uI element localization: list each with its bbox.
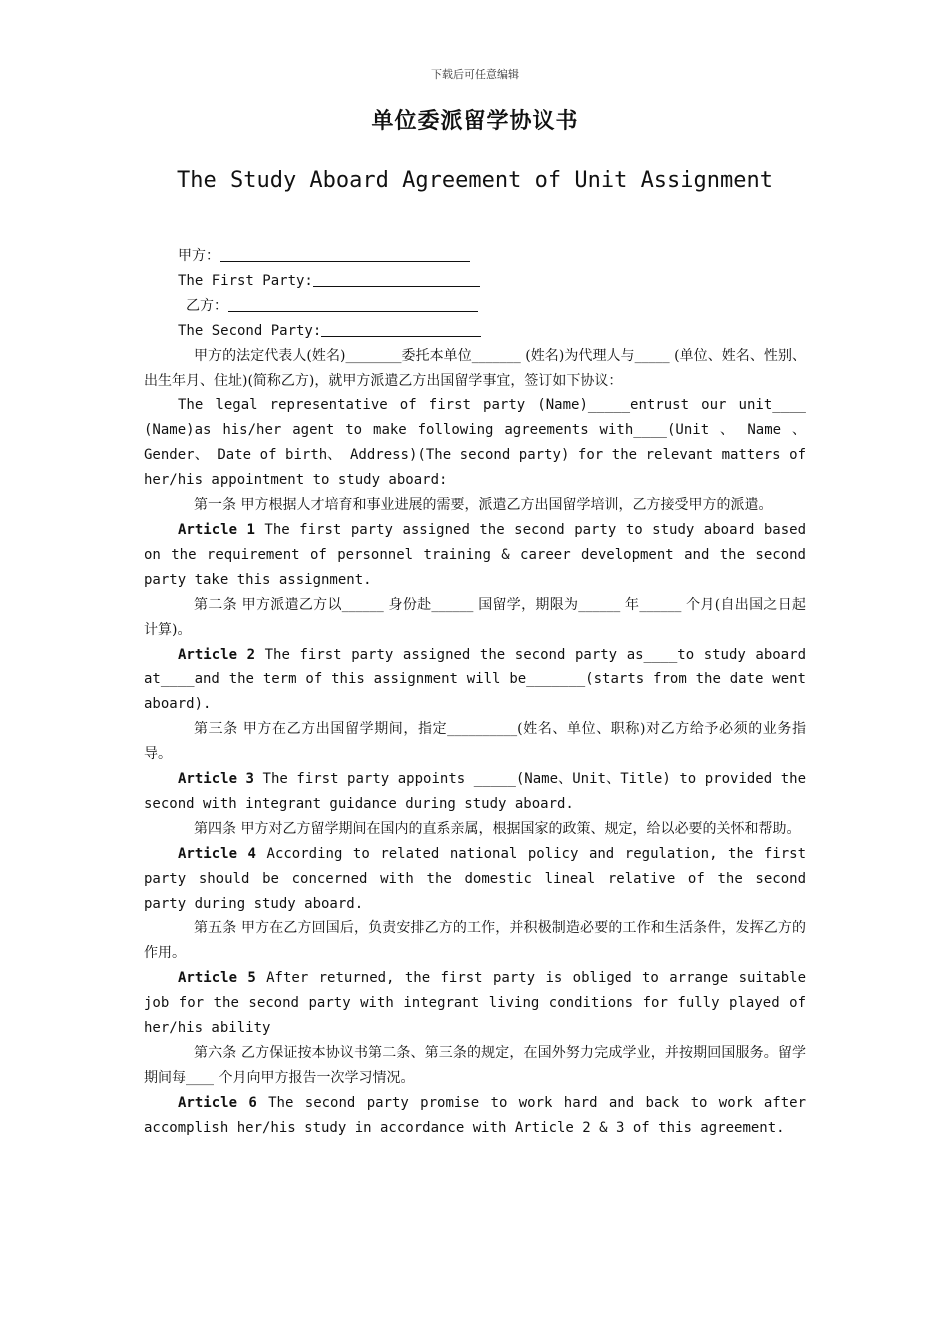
second-party-cn-label: 乙方： bbox=[186, 297, 228, 314]
article-1-cn: 第一条 甲方根据人才培育和事业进展的需要，派遣乙方出国留学培训，乙方接受甲方的派遣。 bbox=[194, 497, 773, 514]
article-6-en bbox=[144, 1091, 806, 1141]
articles bbox=[144, 493, 806, 1141]
article-2-label: Article 2 bbox=[178, 646, 256, 663]
first-party-en-row bbox=[144, 269, 806, 294]
second-party-en-blank bbox=[321, 319, 481, 337]
article-1-label: Article 1 bbox=[178, 521, 255, 538]
intro-en: The legal representative of first party (Name)_____entrust our unit____ (Name)as his/her agent to make following agreements with____(Unit 、 Name 、 Gender、 Date of birth、 Address)(The second party) for the relevant matters of her/his appointment to study aboard: bbox=[144, 397, 806, 489]
article-3-en bbox=[144, 767, 806, 817]
article-3-text: The first party appoints _____(Name、Unit、Title) to provided the second with integrant guidance during study aboard. bbox=[144, 771, 806, 812]
article-3-cn: 第三条 甲方在乙方出国留学期间，指定__________(姓名、单位、职称)对乙方给予必须的业务指导。 bbox=[144, 721, 806, 763]
article-6-text: The second party promise to work hard and back to work after accomplish her/his study in accordance with Article 2 & 3 of this agreement. bbox=[144, 1094, 806, 1136]
first-party-en-blank bbox=[313, 269, 480, 287]
article-5-label: Article 5 bbox=[178, 970, 256, 987]
article-1-en bbox=[144, 518, 806, 593]
second-party-cn-row bbox=[144, 294, 806, 319]
article-5-cn: 第五条 甲方在乙方回国后，负责安排乙方的工作，并积极制造必要的工作和生活条件，发挥乙方的作用。 bbox=[144, 920, 806, 962]
intro-cn: 甲方的法定代表人(姓名)________委托本单位_______ (姓名)为代理人与_____ (单位、姓名、性别、出生年月、住址)(简称乙方)，就甲方派遣乙方出国留学事宜，签订如下协议： bbox=[144, 347, 806, 389]
article-4-text: According to related national policy and regulation, the first party should be concerned with the domestic lineal relative of the second party during study aboard. bbox=[144, 845, 807, 912]
article-5-text: After returned, the first party is obliged to arrange suitable job for the second party with integrant living conditions for fully played of her/his ability bbox=[144, 970, 806, 1037]
title-english: The Study Aboard Agreement of Unit Assignment bbox=[176, 168, 774, 193]
article-6-cn: 第六条 乙方保证按本协议书第二条、第三条的规定，在国外努力完成学业，并按期回国服务。留学期间每____ 个月向甲方报告一次学习情况。 bbox=[144, 1045, 806, 1086]
second-party-en-row bbox=[144, 319, 806, 344]
header-note: 下载后可任意编辑 bbox=[431, 68, 519, 81]
article-4-cn: 第四条 甲方对乙方留学期间在国内的直系亲属，根据国家的政策、规定，给以必要的关怀和帮助。 bbox=[194, 820, 801, 837]
agreement-body bbox=[144, 244, 806, 1141]
article-5-en bbox=[144, 966, 806, 1041]
article-3-label: Article 3 bbox=[178, 771, 254, 788]
article-4-en bbox=[144, 842, 806, 917]
article-2-en bbox=[144, 643, 806, 718]
first-party-cn-label: 甲方： bbox=[178, 248, 220, 264]
article-1-text: The first party assigned the second party to study aboard based on the requirement of personnel training & career development and the second party take this assignment. bbox=[144, 521, 807, 588]
first-party-cn-row bbox=[144, 244, 806, 269]
article-6-label: Article 6 bbox=[178, 1094, 257, 1111]
second-party-cn-blank bbox=[228, 294, 478, 312]
article-2-text: The first party assigned the second party as____to study aboard at____and the term of this assignment will be_______(starts from the date went aboard). bbox=[144, 646, 807, 713]
first-party-cn-blank bbox=[220, 244, 470, 262]
first-party-en-label: The First Party: bbox=[178, 272, 313, 289]
title-chinese: 单位委派留学协议书 bbox=[371, 108, 579, 134]
article-2-cn: 第二条 甲方派遣乙方以______ 身份赴______ 国留学，期限为______ 年______ 个月(自出国之日起计算)。 bbox=[144, 596, 806, 638]
article-4-label: Article 4 bbox=[178, 845, 256, 862]
second-party-en-label: The Second Party: bbox=[178, 322, 322, 339]
